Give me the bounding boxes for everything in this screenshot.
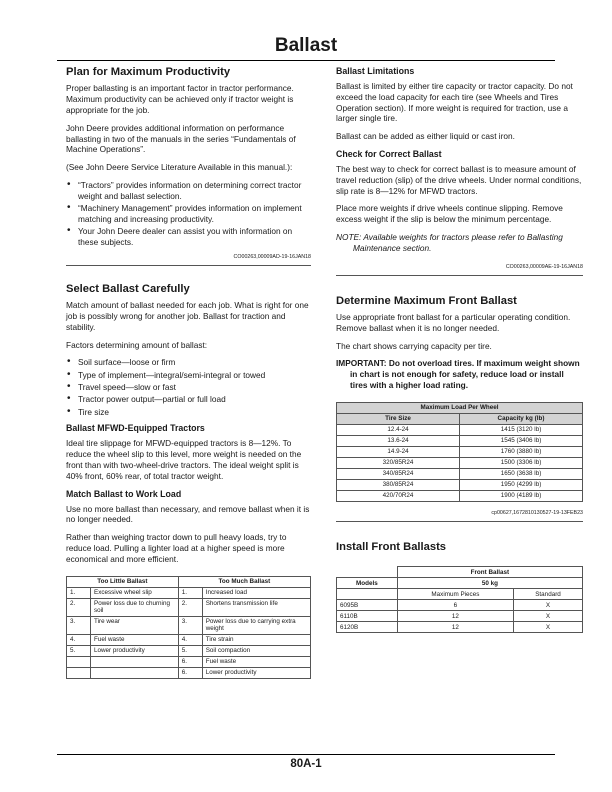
- front-ballast-title: Front Ballast: [397, 567, 582, 578]
- plan-bullet: • “Machinery Management” provides information on implement matching and increasing productivity.: [66, 203, 311, 225]
- capacity-cell: 1500 (3306 lb): [460, 457, 583, 468]
- tire-size-header: Tire Size: [337, 413, 460, 424]
- row-number: 1.: [67, 587, 91, 598]
- table-row: [337, 600, 583, 611]
- plan-paragraph-2: John Deere provides additional information on performance ballasting in two of the manuals in the series “Fundamentals of Machine Operations”.: [66, 122, 296, 155]
- tire-size-cell: 380/85R24: [337, 479, 460, 490]
- row-number: [67, 667, 91, 678]
- match-paragraph-2: Rather than weighing tractor down to pull heavy loads, try to reduce load. Pulling a lighter load at a higher speed is more economical and more efficient.: [66, 532, 287, 564]
- too-much-cell: Power loss due to carrying extra weight: [202, 616, 310, 634]
- row-number: 4.: [178, 634, 202, 645]
- mfwd-heading: Ballast MFWD-Equipped Tractors: [66, 423, 205, 434]
- table-row: [337, 435, 583, 446]
- capacity-cell: 1650 (3638 lb): [460, 468, 583, 479]
- check-paragraph-2: Place more weights if drive wheels continue slipping. Remove excess weight if the slip is below the minimum percentage.: [336, 203, 563, 225]
- front-paragraph-2: The chart shows carrying capacity per tire.: [336, 340, 492, 351]
- table-row: [67, 616, 311, 634]
- row-number: 3.: [178, 616, 202, 634]
- mfwd-paragraph: Ideal tire slippage for MFWD-equipped tractors is 8—12%. To reduce the wheel slip to this level, more weight is needed on the front than with two-wheel-drive tractors. The ideal weight split is 40% front, 60% rear, of total tractor weight.: [66, 438, 302, 481]
- front-paragraph-1: Use appropriate front ballast for a particular operating condition. Remove ballast when it is no longer needed.: [336, 312, 571, 333]
- too-little-cell: Excessive wheel slip: [91, 587, 179, 598]
- max-load-table: [336, 402, 583, 502]
- too-much-cell: Tire strain: [202, 634, 310, 645]
- factor-bullet: • Travel speed—slow or fast: [66, 382, 311, 393]
- table-row: [337, 611, 583, 622]
- check-heading: Check for Correct Ballast: [336, 148, 442, 159]
- row-number: 6.: [178, 667, 202, 678]
- too-much-cell: Soil compaction: [202, 645, 310, 656]
- match-paragraph-1: Use no more ballast than necessary, and remove ballast when it is no longer needed.: [66, 503, 310, 525]
- table-row: [337, 468, 583, 479]
- page-number: 80A-1: [290, 758, 322, 770]
- select-heading: Select Ballast Carefully: [66, 282, 190, 295]
- too-little-header: Too Little Ballast: [67, 576, 179, 587]
- table-row: [67, 587, 311, 598]
- model-cell: 6110B: [337, 611, 398, 622]
- too-little-cell: Fuel waste: [91, 634, 179, 645]
- front-ballast-table: [336, 566, 583, 633]
- table-row: [67, 656, 311, 667]
- tire-size-cell: 340/85R24: [337, 468, 460, 479]
- factor-bullet: • Soil surface—loose or firm: [66, 357, 311, 368]
- max-load-title: Maximum Load Per Wheel: [337, 402, 583, 413]
- front-ballast-heading: Determine Maximum Front Ballast: [336, 294, 517, 307]
- capacity-cell: 1545 (3406 lb): [460, 435, 583, 446]
- plan-reference-code: CO00263,00009AD-19-16JAN18: [233, 253, 311, 260]
- table-row: [337, 446, 583, 457]
- table-row: [67, 645, 311, 656]
- too-little-cell: [91, 667, 179, 678]
- factor-bullet: • Type of implement—integral/semi-integral or towed: [66, 370, 311, 381]
- title-divider: [57, 60, 555, 61]
- plan-paragraph-1: Proper ballasting is an important factor in tractor performance. Maximum productivity can be achieved only if tractor weight is appropriate for the job.: [66, 83, 294, 116]
- limitations-paragraph-1: Ballast is limited by either tire capacity or tractor capacity. Do not exceed the load capacity for each tire (see Wheels and Tires Operation section). If more weight is required for traction, use a larger single tire.: [336, 81, 573, 124]
- limitations-heading: Ballast Limitations: [336, 66, 415, 76]
- tire-size-cell: 13.6-24: [337, 435, 460, 446]
- load-table-reference-code: cp00627,1672810130527-19-13FEB23: [491, 509, 583, 516]
- ballast-comparison-table: [66, 576, 311, 679]
- match-heading: Match Ballast to Work Load: [66, 488, 182, 499]
- page-title: Ballast: [274, 35, 338, 56]
- row-number: 2.: [178, 598, 202, 616]
- capacity-header: Capacity kg (lb): [460, 413, 583, 424]
- table-row: [67, 598, 311, 616]
- plan-heading: Plan for Maximum Productivity: [66, 66, 231, 78]
- max-pieces-cell: 12: [397, 622, 513, 633]
- left-column: [66, 66, 311, 679]
- row-number: 1.: [178, 587, 202, 598]
- too-much-cell: Lower productivity: [202, 667, 310, 678]
- max-pieces-header: Maximum Pieces: [397, 589, 513, 600]
- capacity-cell: 1950 (4299 lb): [460, 479, 583, 490]
- max-pieces-cell: 12: [397, 611, 513, 622]
- model-cell: 6095B: [337, 600, 398, 611]
- capacity-cell: 1900 (4189 lb): [460, 490, 583, 501]
- footer-divider: [57, 754, 555, 755]
- row-number: [67, 656, 91, 667]
- too-much-cell: Increased load: [202, 587, 310, 598]
- check-reference-code: CO00263,00009AE-19-16JAN18: [505, 263, 583, 270]
- plan-paragraph-3: (See John Deere Service Literature Available in this manual.):: [66, 162, 293, 173]
- table-row: [337, 622, 583, 633]
- row-number: 3.: [67, 616, 91, 634]
- tire-size-cell: 420/70R24: [337, 490, 460, 501]
- too-much-cell: Shortens transmission life: [202, 598, 310, 616]
- max-pieces-cell: 6: [397, 600, 513, 611]
- too-little-cell: Lower productivity: [91, 645, 179, 656]
- tire-size-cell: 12.4-24: [337, 424, 460, 435]
- weight-header: 50 kg: [397, 578, 582, 589]
- plan-bullet: • “Tractors” provides information on determining correct tractor weight and ballast selection.: [66, 180, 311, 202]
- important-warning: IMPORTANT: Do not overload tires. If maximum weight shown in chart is not enough for safety, reduce load or install tires with a higher load rating.: [336, 358, 580, 390]
- tire-size-cell: 320/85R24: [337, 457, 460, 468]
- right-column: [336, 66, 583, 633]
- too-little-cell: Power loss due to churning soil: [91, 598, 179, 616]
- table-row: [337, 490, 583, 501]
- row-number: 5.: [67, 645, 91, 656]
- standard-cell: X: [514, 622, 583, 633]
- install-heading: Install Front Ballasts: [336, 540, 447, 553]
- select-paragraph-1: Match amount of ballast needed for each job. What is right for one job is possibly wrong for another job. Ballast for traction and stability.: [66, 300, 309, 332]
- too-little-cell: Tire wear: [91, 616, 179, 634]
- too-little-cell: [91, 656, 179, 667]
- row-number: 2.: [67, 598, 91, 616]
- ballast-note: NOTE: Available weights for tractors please refer to Ballasting Maintenance section.: [336, 231, 563, 253]
- tire-size-cell: 14.9-24: [337, 446, 460, 457]
- row-number: 5.: [178, 645, 202, 656]
- factor-bullet: • Tractor power output—partial or full load: [66, 394, 311, 405]
- select-paragraph-2: Factors determining amount of ballast:: [66, 339, 208, 350]
- model-cell: 6120B: [337, 622, 398, 633]
- too-much-cell: Fuel waste: [202, 656, 310, 667]
- plan-bullet: • Your John Deere dealer can assist you with information on these subjects.: [66, 226, 311, 248]
- standard-cell: X: [514, 600, 583, 611]
- capacity-cell: 1415 (3120 lb): [460, 424, 583, 435]
- standard-cell: X: [514, 611, 583, 622]
- table-row: [67, 667, 311, 678]
- plan-bullet-list: [66, 180, 311, 248]
- table-row: [337, 479, 583, 490]
- too-much-header: Too Much Ballast: [178, 576, 310, 587]
- row-number: 4.: [67, 634, 91, 645]
- table-row: [67, 634, 311, 645]
- factor-bullet: • Tire size: [66, 407, 311, 418]
- check-paragraph-1: The best way to check for correct ballast is to measure amount of travel reduction (slip) of the drive wheels. Under normal conditions, slip rate is 8—12% for MFWD tractors.: [336, 163, 582, 196]
- factors-bullet-list: [66, 357, 311, 417]
- table-row: [337, 457, 583, 468]
- standard-header: Standard: [514, 589, 583, 600]
- table-row: [337, 424, 583, 435]
- limitations-paragraph-2: Ballast can be added as either liquid or cast iron.: [336, 131, 515, 142]
- models-header: Models: [337, 578, 398, 589]
- row-number: 6.: [178, 656, 202, 667]
- capacity-cell: 1760 (3880 lb): [460, 446, 583, 457]
